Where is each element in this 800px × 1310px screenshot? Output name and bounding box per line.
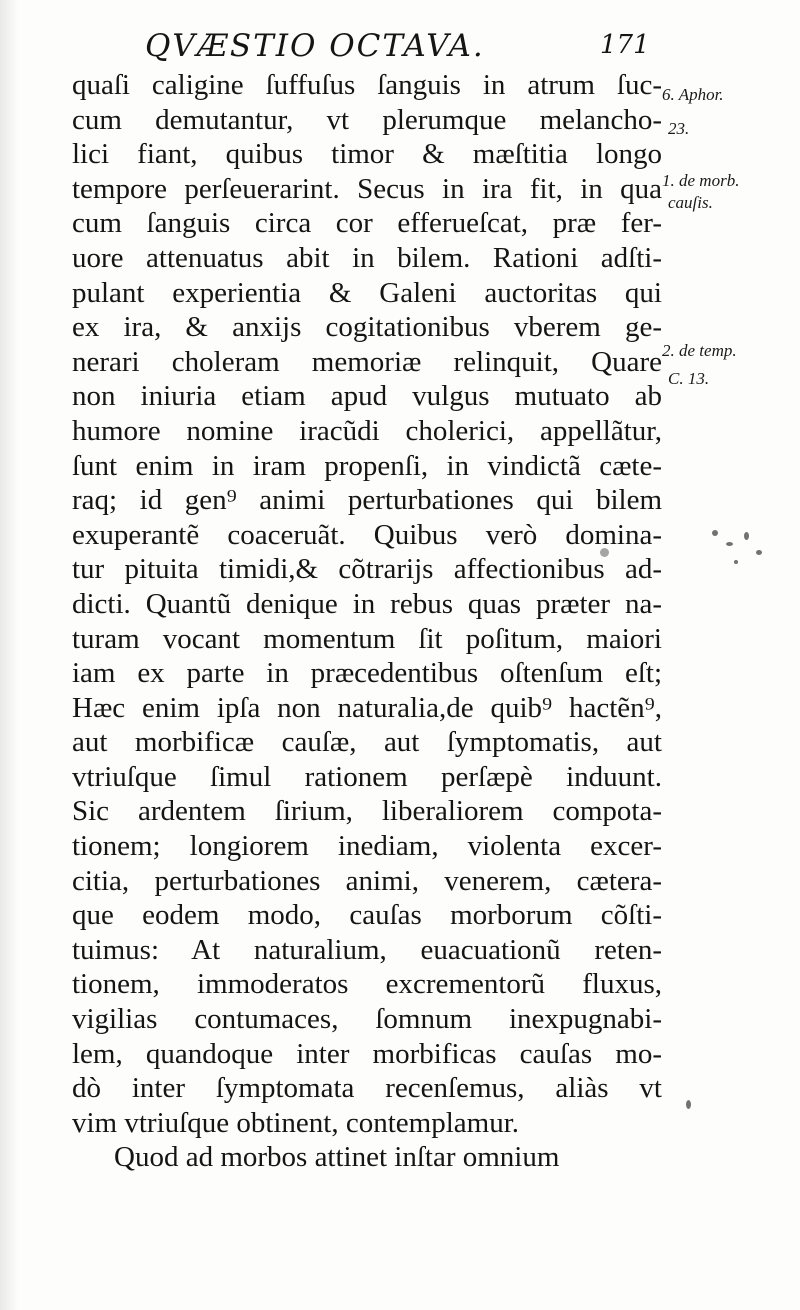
text-line: tuimus: At naturalium, euacuationũ reten- (72, 933, 662, 966)
body-text (72, 68, 662, 1175)
text-line: non iniuria etiam apud vulgus mutuato ab (72, 380, 662, 413)
text-line: tionem; longiorem inediam, violenta excer- (72, 830, 662, 863)
text-line: tionem, immoderatos excrementorũ fluxus, (72, 968, 662, 1001)
margin-note-causis: cauſis. (668, 193, 713, 212)
text-line: lici fiant, quibus timor & mæſtitia longo (72, 138, 662, 171)
ink-spot (756, 550, 762, 555)
text-line: vim vtriuſque obtinent, contemplamur. (72, 1106, 520, 1139)
text-line: lem, quandoque inter morbificas cauſas mo- (72, 1037, 662, 1070)
text-line: dicti. Quantũ denique in rebus quas præter na- (72, 587, 662, 620)
ink-spot (686, 1100, 691, 1109)
text-line: vtriuſque ſimul rationem perſæpè induunt. (72, 760, 662, 793)
text-line: aut morbificæ cauſæ, aut ſymptomatis, aut (72, 726, 662, 759)
text-line: iam ex parte in præcedentibus oſtenſum eſt; (72, 657, 662, 690)
text-line: dò inter ſymptomata recenſemus, aliàs vt (72, 1072, 662, 1105)
running-head (0, 28, 800, 68)
text-line: raq; id gen⁹ animi perturbationes qui bilem (72, 484, 662, 517)
page-number: 171 (600, 30, 650, 60)
text-line: Hæc enim ipſa non naturalia,de quib⁹ hactẽn⁹, (72, 691, 662, 724)
text-line: quaſi caligine ſuffuſus ſanguis in atrum ſuc- (72, 69, 662, 101)
text-line: nerari choleram memoriæ relinquit, Quare (72, 345, 662, 378)
text-line: tempore perſeuerarint. Secus in ira fit, in qua (72, 172, 662, 205)
running-title: QVÆSTIO OCTAVA. (145, 28, 485, 64)
text-line: vigilias contumaces, ſomnum inexpugnabi- (72, 1003, 662, 1036)
margin-note-de-morb: 1. de morb. (662, 171, 740, 190)
text-line-paragraph-start: Quod ad morbos attinet inſtar omnium (114, 1141, 560, 1174)
ink-spot (600, 548, 609, 557)
ink-spot (744, 532, 749, 540)
ink-spot (734, 560, 738, 564)
ink-spot (726, 542, 733, 546)
text-line: cum ſanguis circa cor efferueſcat, præ fer- (72, 207, 662, 240)
margin-note-aphor-number: 23. (668, 119, 690, 138)
text-line: citia, perturbationes animi, venerem, cætera- (72, 864, 662, 897)
ink-spot (712, 530, 718, 536)
text-line: que eodem modo, cauſas morborum cõſti- (72, 899, 662, 932)
margin-note-aphor: 6. Aphor. (662, 85, 724, 104)
margin-note-chapter: C. 13. (668, 369, 710, 388)
text-line: humore nomine iracũdi cholerici, appellãtur, (72, 414, 662, 447)
text-line: turam vocant momentum ſit poſitum, maiori (72, 622, 662, 655)
text-line: ex ira, & anxijs cogitationibus vberem ge- (72, 311, 662, 344)
text-line: cum demutantur, vt plerumque melancho- (72, 103, 662, 136)
text-line: Sic ardentem ſirium, liberaliorem compota- (72, 795, 662, 828)
text-line: exuperantẽ coaceruãt. Quibus verò domina- (72, 518, 662, 551)
text-line: uore attenuatus abit in bilem. Rationi adſti- (72, 241, 662, 274)
margin-note-de-temp: 2. de temp. (662, 341, 737, 360)
text-line: ſunt enim in iram propenſi, in vindictã cæte- (72, 449, 662, 482)
text-line: pulant experientia & Galeni auctoritas qui (72, 276, 662, 309)
text-line: tur pituita timidi,& cõtrarijs affectionibus ad- (72, 553, 662, 586)
